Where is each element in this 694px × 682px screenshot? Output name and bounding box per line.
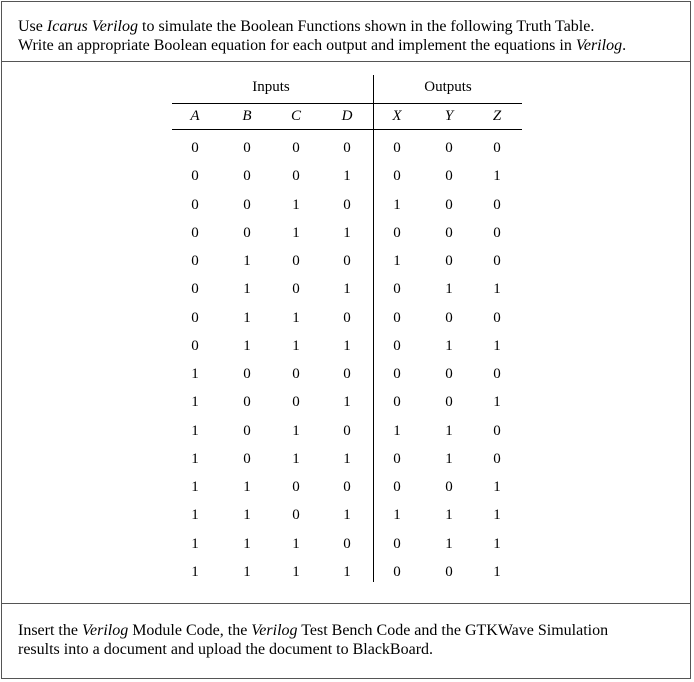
table-cell-x: 1 [393,196,401,213]
table-cell-a: 0 [191,253,199,269]
table-cell-a: 1 [191,422,199,439]
table-cell-z: 0 [493,140,501,156]
table-cell-b: 1 [243,507,251,524]
column-header-a: A [190,108,200,124]
table-cell-c: 1 [292,224,300,241]
table-cell-b: 0 [243,394,251,411]
inputs-outputs-divider [373,75,374,582]
table-cell-c: 1 [292,196,300,213]
table-cell-x: 1 [393,422,401,439]
inputs-group-header: Inputs [252,79,290,95]
table-cell-d: 0 [343,140,351,156]
section-divider-bottom [2,603,690,604]
table-cell-d: 1 [343,337,351,354]
column-header-b: B [242,108,252,124]
table-cell-z: 0 [493,366,501,382]
group-header-line [172,103,522,104]
table-cell-b: 0 [243,168,251,185]
column-header-x: X [392,108,402,124]
table-cell-c: 0 [292,253,300,269]
table-cell-y: 1 [445,281,453,298]
table-cell-x: 0 [393,563,401,580]
instruction-line-2: Write an appropriate Boolean equation for each output and implement the equations in Verilog. [18,37,627,54]
table-cell-c: 1 [292,422,300,439]
upload-instruction-line-1: Insert the Verilog Module Code, the Verilog Test Bench Code and the GTKWave Simulation [18,622,609,639]
table-cell-a: 0 [191,140,199,156]
table-cell-c: 1 [292,563,300,580]
table-cell-z: 0 [493,422,501,439]
table-cell-b: 0 [243,422,251,439]
table-cell-c: 1 [292,450,300,467]
table-cell-x: 0 [393,366,401,382]
table-cell-a: 0 [191,224,199,241]
table-cell-c: 0 [292,168,300,185]
instruction-line-1: Use Icarus Verilog to simulate the Boolean Functions shown in the following Truth Table. [18,18,595,35]
table-cell-c: 0 [292,366,300,382]
table-cell-b: 1 [243,309,251,326]
table-cell-d: 0 [343,253,351,269]
table-cell-b: 1 [243,281,251,298]
table-cell-y: 0 [445,309,453,326]
table-cell-x: 0 [393,535,401,552]
table-cell-c: 1 [292,337,300,354]
table-cell-z: 1 [493,535,501,552]
table-cell-x: 1 [393,253,401,269]
instructions-bottom [18,621,678,659]
table-cell-c: 1 [292,309,300,326]
table-cell-y: 0 [445,140,453,156]
table-cell-c: 1 [292,535,300,552]
table-cell-c: 0 [292,394,300,411]
table-cell-d: 1 [343,224,351,241]
table-cell-c: 0 [292,281,300,298]
table-cell-y: 0 [445,253,453,269]
table-cell-z: 0 [493,253,501,269]
table-cell-a: 1 [191,507,199,524]
table-cell-y: 0 [445,479,453,495]
table-cell-b: 1 [243,479,251,495]
table-cell-a: 1 [191,479,199,495]
column-header-c: C [290,108,301,124]
table-cell-a: 1 [191,535,199,552]
table-cell-d: 1 [343,563,351,580]
table-cell-d: 1 [343,507,351,524]
table-cell-d: 0 [343,479,351,495]
table-cell-x: 0 [393,450,401,467]
table-cell-d: 1 [343,450,351,467]
table-cell-b: 1 [243,563,251,580]
table-cell-d: 0 [343,196,351,213]
table-cell-a: 1 [191,563,199,580]
table-cell-x: 0 [393,140,401,156]
table-cell-z: 1 [493,281,501,298]
table-cell-z: 1 [493,394,501,411]
table-cell-d: 1 [343,394,351,411]
table-cell-d: 0 [343,422,351,439]
table-cell-x: 0 [393,479,401,495]
table-cell-x: 0 [393,224,401,241]
table-cell-d: 0 [343,309,351,326]
table-cell-z: 1 [493,168,501,185]
table-cell-a: 0 [191,337,199,354]
table-cell-x: 0 [393,394,401,411]
table-cell-y: 1 [445,507,453,524]
table-cell-y: 0 [445,168,453,185]
table-cell-d: 0 [343,366,351,382]
column-header-line [172,129,522,130]
table-cell-z: 0 [493,309,501,326]
table-cell-x: 0 [393,309,401,326]
table-cell-y: 1 [445,450,453,467]
column-header-d: D [341,108,353,124]
table-cell-x: 0 [393,281,401,298]
table-cell-b: 1 [243,535,251,552]
table-cell-b: 0 [243,140,251,156]
table-cell-y: 0 [445,366,453,382]
table-cell-a: 0 [191,309,199,326]
table-cell-a: 0 [191,168,199,185]
table-cell-a: 1 [191,450,199,467]
column-header-z: Z [492,108,502,124]
table-cell-y: 1 [445,337,453,354]
table-cell-y: 0 [445,196,453,213]
table-cell-y: 1 [445,422,453,439]
table-cell-d: 1 [343,281,351,298]
upload-instruction-line-2: results into a document and upload the document to BlackBoard. [18,641,434,658]
table-cell-b: 0 [243,224,251,241]
table-cell-c: 0 [292,507,300,524]
table-cell-y: 1 [445,535,453,552]
table-cell-x: 1 [393,507,401,524]
table-cell-z: 1 [493,563,501,580]
table-cell-d: 0 [343,535,351,552]
table-cell-a: 0 [191,281,199,298]
table-cell-b: 0 [243,196,251,213]
table-cell-a: 0 [191,196,199,213]
table-cell-a: 1 [191,366,199,382]
table-cell-x: 0 [393,337,401,354]
table-cell-d: 1 [343,168,351,185]
table-cell-z: 0 [493,196,501,213]
table-cell-y: 0 [445,224,453,241]
table-cell-b: 1 [243,337,251,354]
table-cell-b: 0 [243,366,251,382]
table-cell-c: 0 [292,479,300,495]
table-cell-b: 0 [243,450,251,467]
table-cell-z: 0 [493,224,501,241]
table-cell-c: 0 [292,140,300,156]
outputs-group-header: Outputs [424,79,472,95]
table-cell-y: 0 [445,563,453,580]
column-header-y: Y [444,108,454,124]
table-cell-b: 1 [243,253,251,269]
table-cell-z: 1 [493,337,501,354]
table-cell-z: 1 [493,507,501,524]
table-cell-y: 0 [445,394,453,411]
table-cell-x: 0 [393,168,401,185]
table-cell-z: 1 [493,479,501,495]
table-cell-z: 0 [493,450,501,467]
table-cell-a: 1 [191,394,199,411]
